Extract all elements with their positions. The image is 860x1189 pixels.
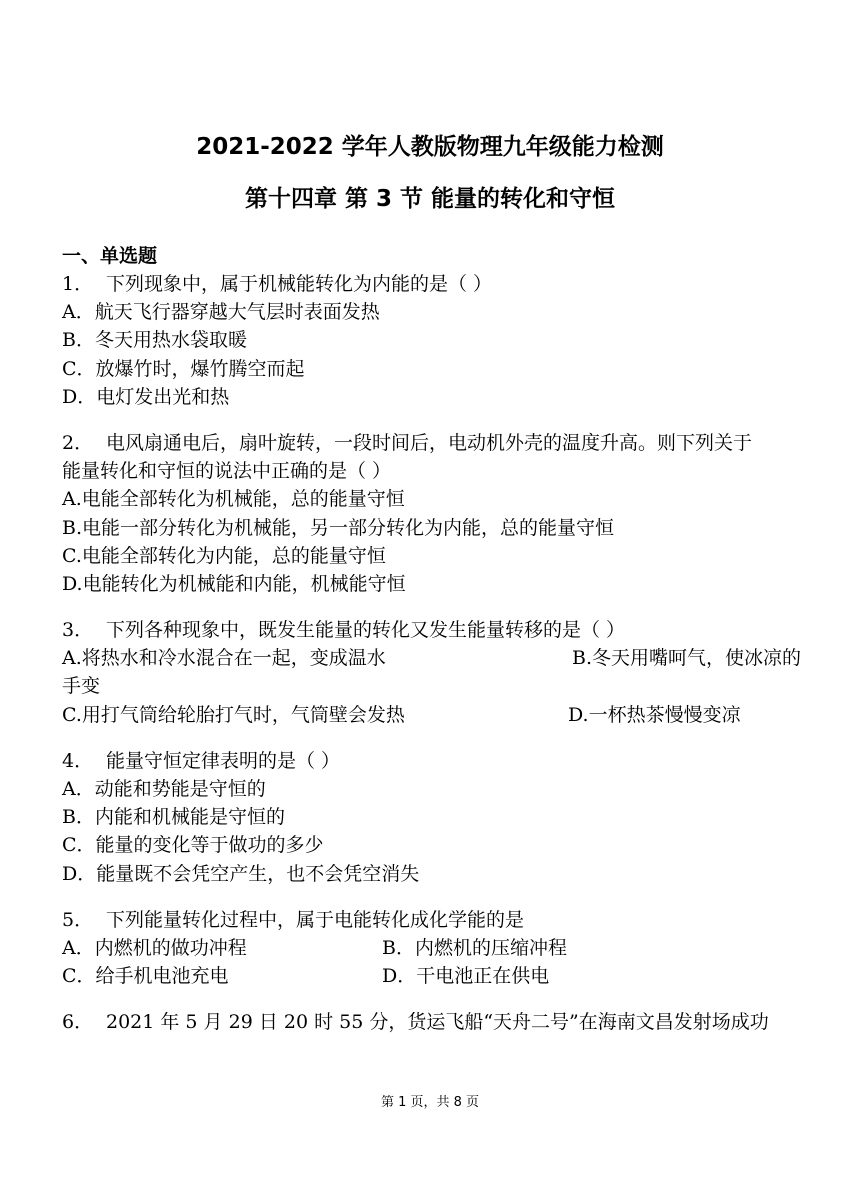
question-4 — [62, 747, 838, 888]
option-c: C．给手机电池充电 — [62, 965, 229, 988]
question-list — [62, 270, 838, 1055]
question-2 — [62, 429, 838, 598]
option-d: D．干电池正在供电 — [382, 965, 550, 988]
question-text: 下列能量转化过程中，属于电能转化成化学能的是 — [106, 908, 525, 931]
question-text-continued: 能量转化和守恒的说法中正确的是（ ） — [62, 460, 392, 483]
question-stem — [62, 1008, 838, 1036]
question-number: 4． — [62, 749, 94, 772]
option-b: B．内燃机的压缩冲程 — [382, 936, 567, 959]
question-text: 电风扇通电后，扇叶旋转，一段时间后，电动机外壳的温度升高。则下列关于 — [106, 431, 753, 454]
question-number: 1． — [62, 273, 94, 295]
question-6 — [62, 1008, 838, 1036]
question-text: 下列现象中，属于机械能转化为内能的是（ ） — [106, 273, 493, 295]
option-row — [62, 934, 838, 962]
page-footer: 第 1 页，共 8 页 — [380, 1095, 480, 1110]
document-title: 2021-2022 学年人教版物理九年级能力检测 — [196, 134, 664, 160]
question-text: 能量守恒定律表明的是（ ） — [106, 749, 341, 772]
option-a: A.将热水和冷水混合在一起，变成温水 — [62, 647, 386, 670]
question-3 — [62, 616, 838, 729]
option-row — [62, 962, 838, 990]
option-c: C．放爆竹时，爆竹腾空而起 — [62, 357, 305, 380]
question-text: 下列各种现象中，既发生能量的转化又发生能量转移的是（ ） — [106, 619, 626, 642]
option-c: C.电能全部转化为内能，总的能量守恒 — [62, 544, 386, 567]
option-b: B.电能一部分转化为机械能，另一部分转化为内能，总的能量守恒 — [62, 516, 615, 539]
question-text: 2021 年 5 月 29 日 20 时 55 分，货运飞船“天舟二号”在海南文昌发射场成功 — [106, 1011, 769, 1034]
question-number: 5． — [62, 908, 94, 931]
option-b: B．冬天用热水袋取暖 — [62, 329, 247, 352]
option-c: C．能量的变化等于做功的多少 — [62, 834, 324, 857]
question-stem — [62, 747, 838, 775]
option-d: D.电能转化为机械能和内能，机械能守恒 — [62, 572, 406, 595]
option-d: D.一杯热茶慢慢变凉 — [568, 703, 741, 726]
section-heading: 一、单选题 — [62, 245, 158, 267]
question-stem — [62, 429, 838, 457]
option-b: B.冬天用嘴呵气，使冰凉的 — [572, 647, 802, 670]
question-5 — [62, 906, 838, 991]
option-b-continued: 手变 — [62, 675, 101, 698]
option-a: A.电能全部转化为机械能，总的能量守恒 — [62, 488, 405, 511]
option-b: B．内能和机械能是守恒的 — [62, 806, 285, 829]
question-number: 6． — [62, 1011, 94, 1034]
option-a: A．航天飞行器穿越大气层时表面发热 — [62, 301, 380, 324]
question-stem — [62, 616, 838, 644]
option-d: D．能量既不会凭空产生，也不会凭空消失 — [62, 862, 420, 885]
option-a: A．动能和势能是守恒的 — [62, 778, 266, 800]
question-stem — [62, 270, 838, 298]
question-number: 2． — [62, 431, 94, 454]
option-row — [62, 701, 838, 729]
question-number: 3． — [62, 619, 94, 642]
option-row — [62, 644, 838, 672]
option-a: A．内燃机的做功冲程 — [62, 936, 247, 959]
option-c: C.用打气筒给轮胎打气时，气筒壁会发热 — [62, 703, 405, 726]
question-stem — [62, 906, 838, 934]
option-d: D．电灯发出光和热 — [62, 385, 230, 408]
document-subtitle: 第十四章 第 3 节 能量的转化和守恒 — [244, 186, 616, 212]
question-1 — [62, 270, 838, 411]
